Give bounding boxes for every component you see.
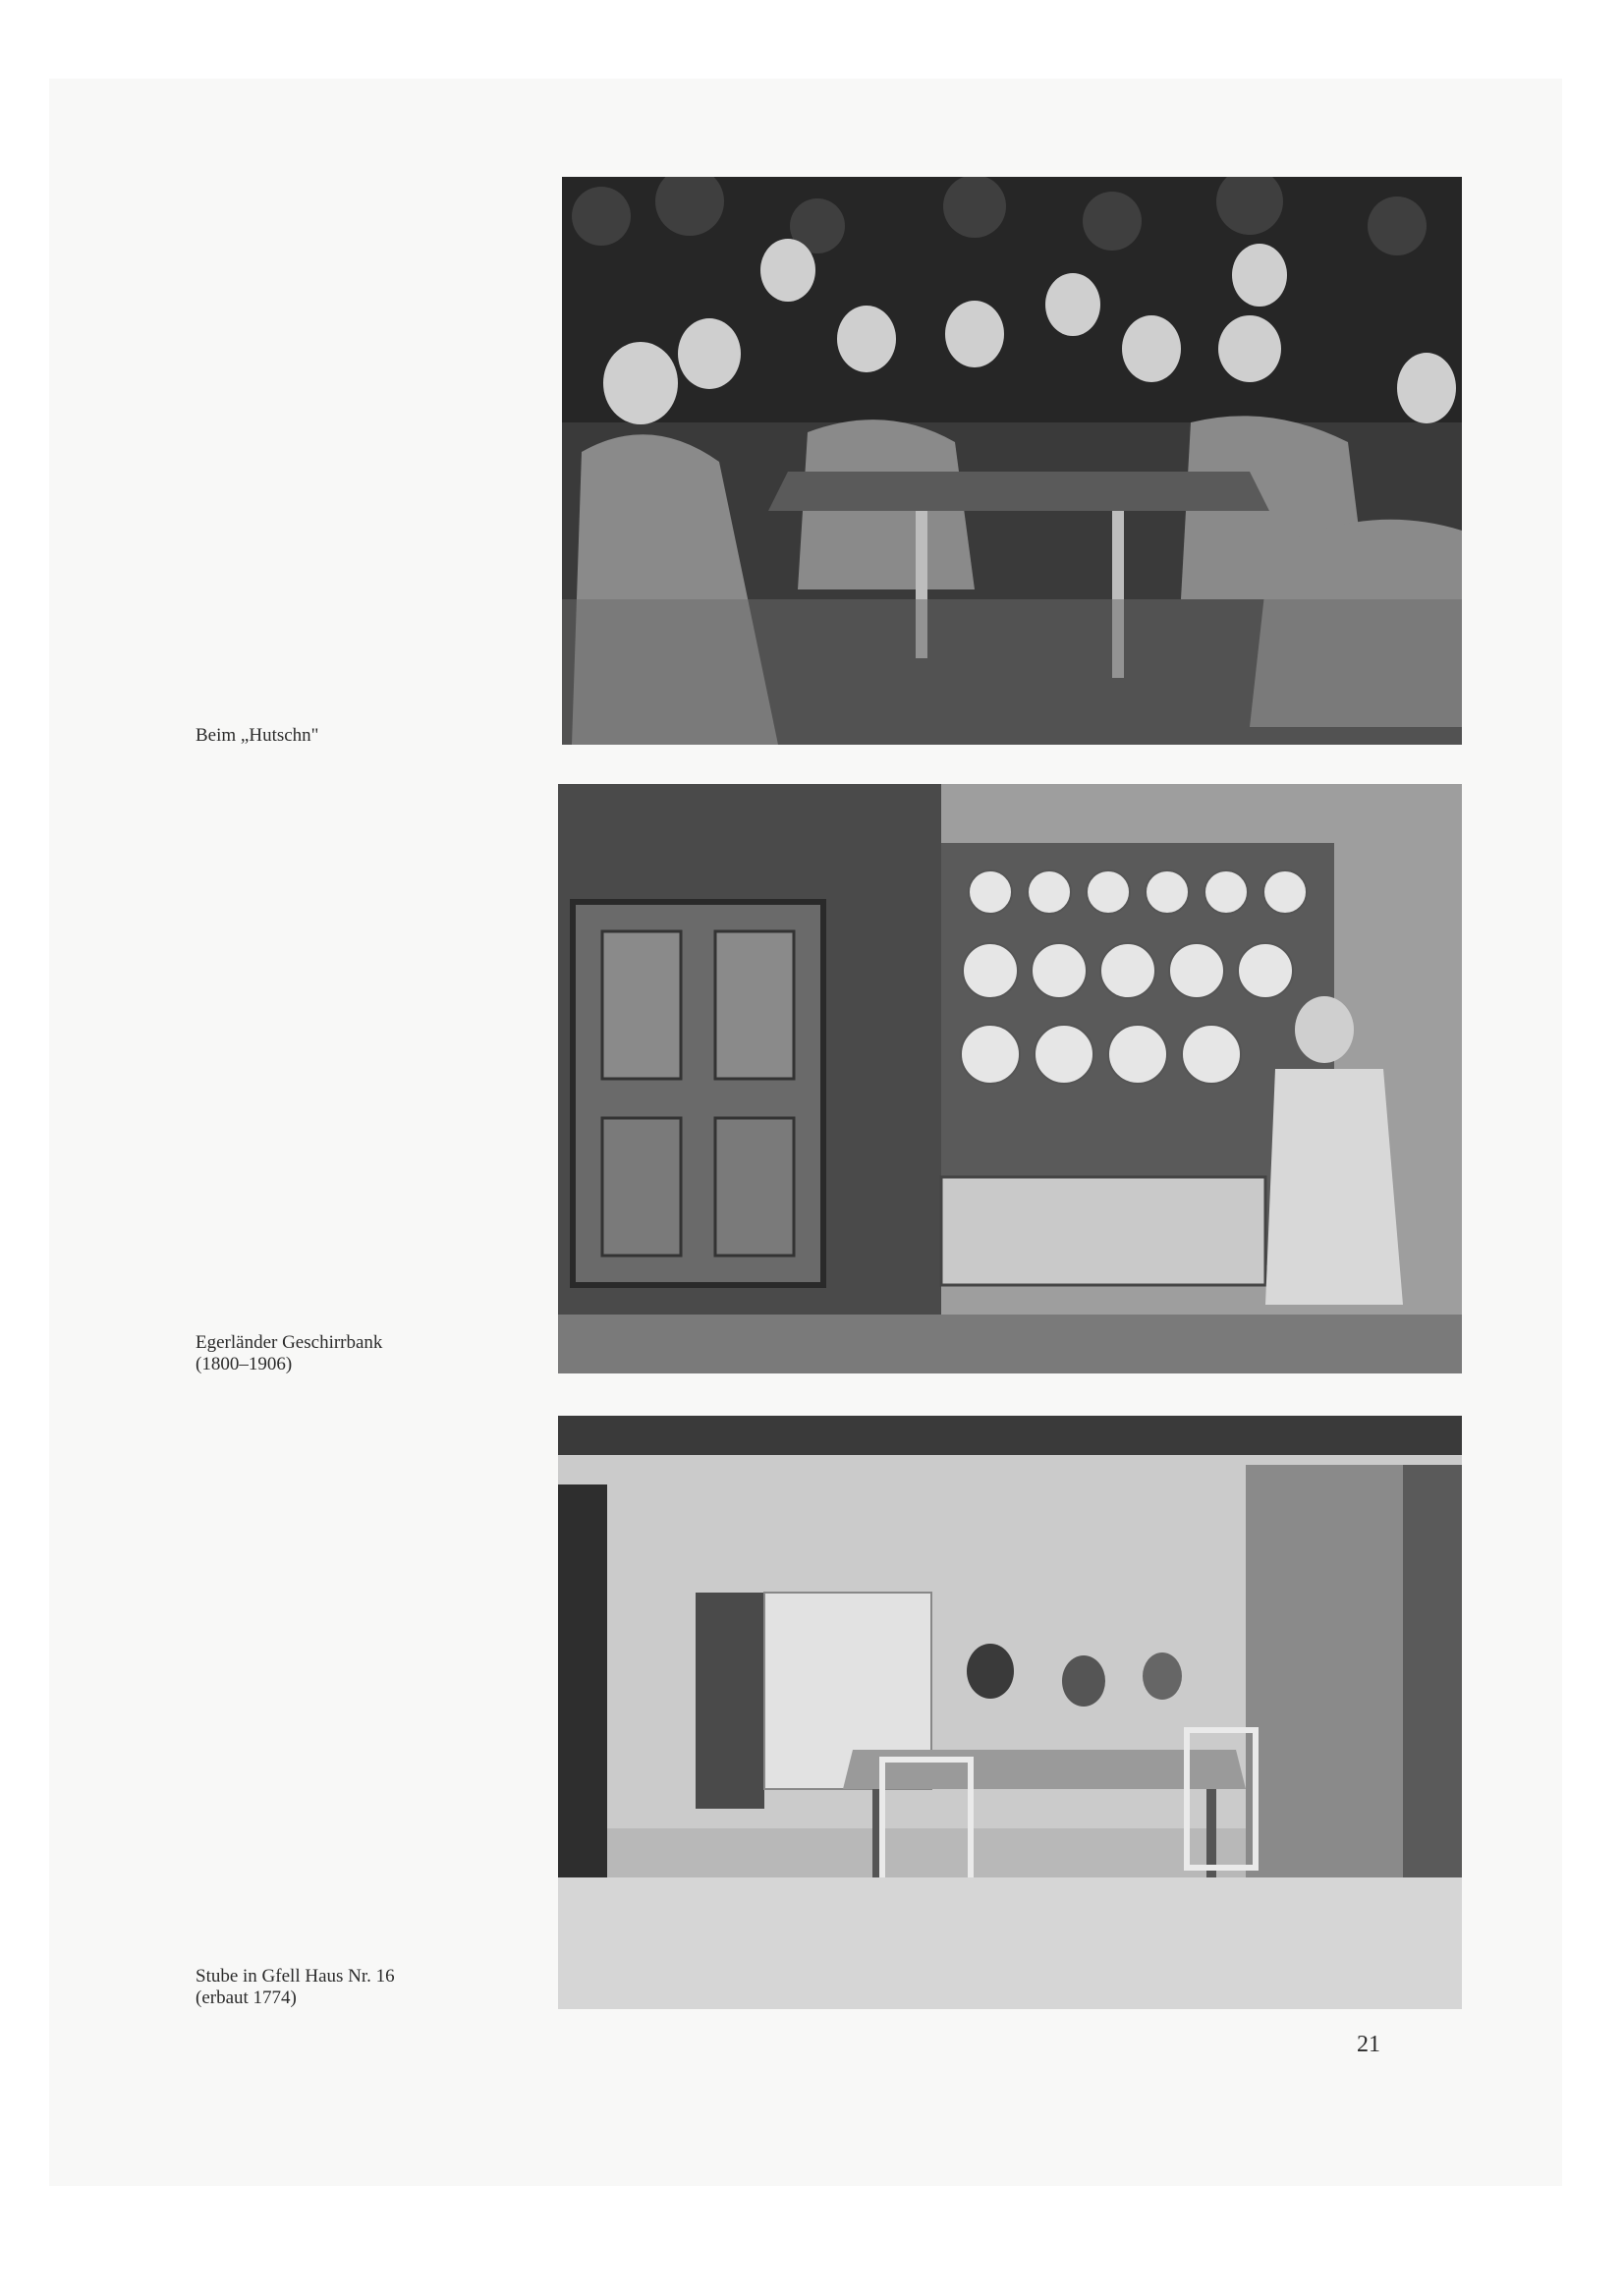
caption-1 bbox=[196, 725, 318, 747]
caption-1-line-1: Beim „Hutschn" bbox=[196, 725, 319, 746]
caption-2-line-1: Egerländer Geschirrbank bbox=[196, 1332, 383, 1353]
caption-3-line-1: Stube in Gfell Haus Nr. 16 bbox=[196, 1966, 395, 1987]
caption-3-line-2: (erbaut 1774) bbox=[196, 1988, 297, 2008]
caption-3 bbox=[196, 1966, 395, 2009]
caption-2 bbox=[196, 1332, 382, 1375]
caption-2-line-2: (1800–1906) bbox=[196, 1354, 293, 1374]
page-number: 21 bbox=[1357, 2032, 1380, 2057]
photo-parlour bbox=[558, 1416, 1462, 2009]
photo-dish-rack bbox=[558, 784, 1462, 1373]
photo-folk-gathering bbox=[562, 177, 1462, 745]
